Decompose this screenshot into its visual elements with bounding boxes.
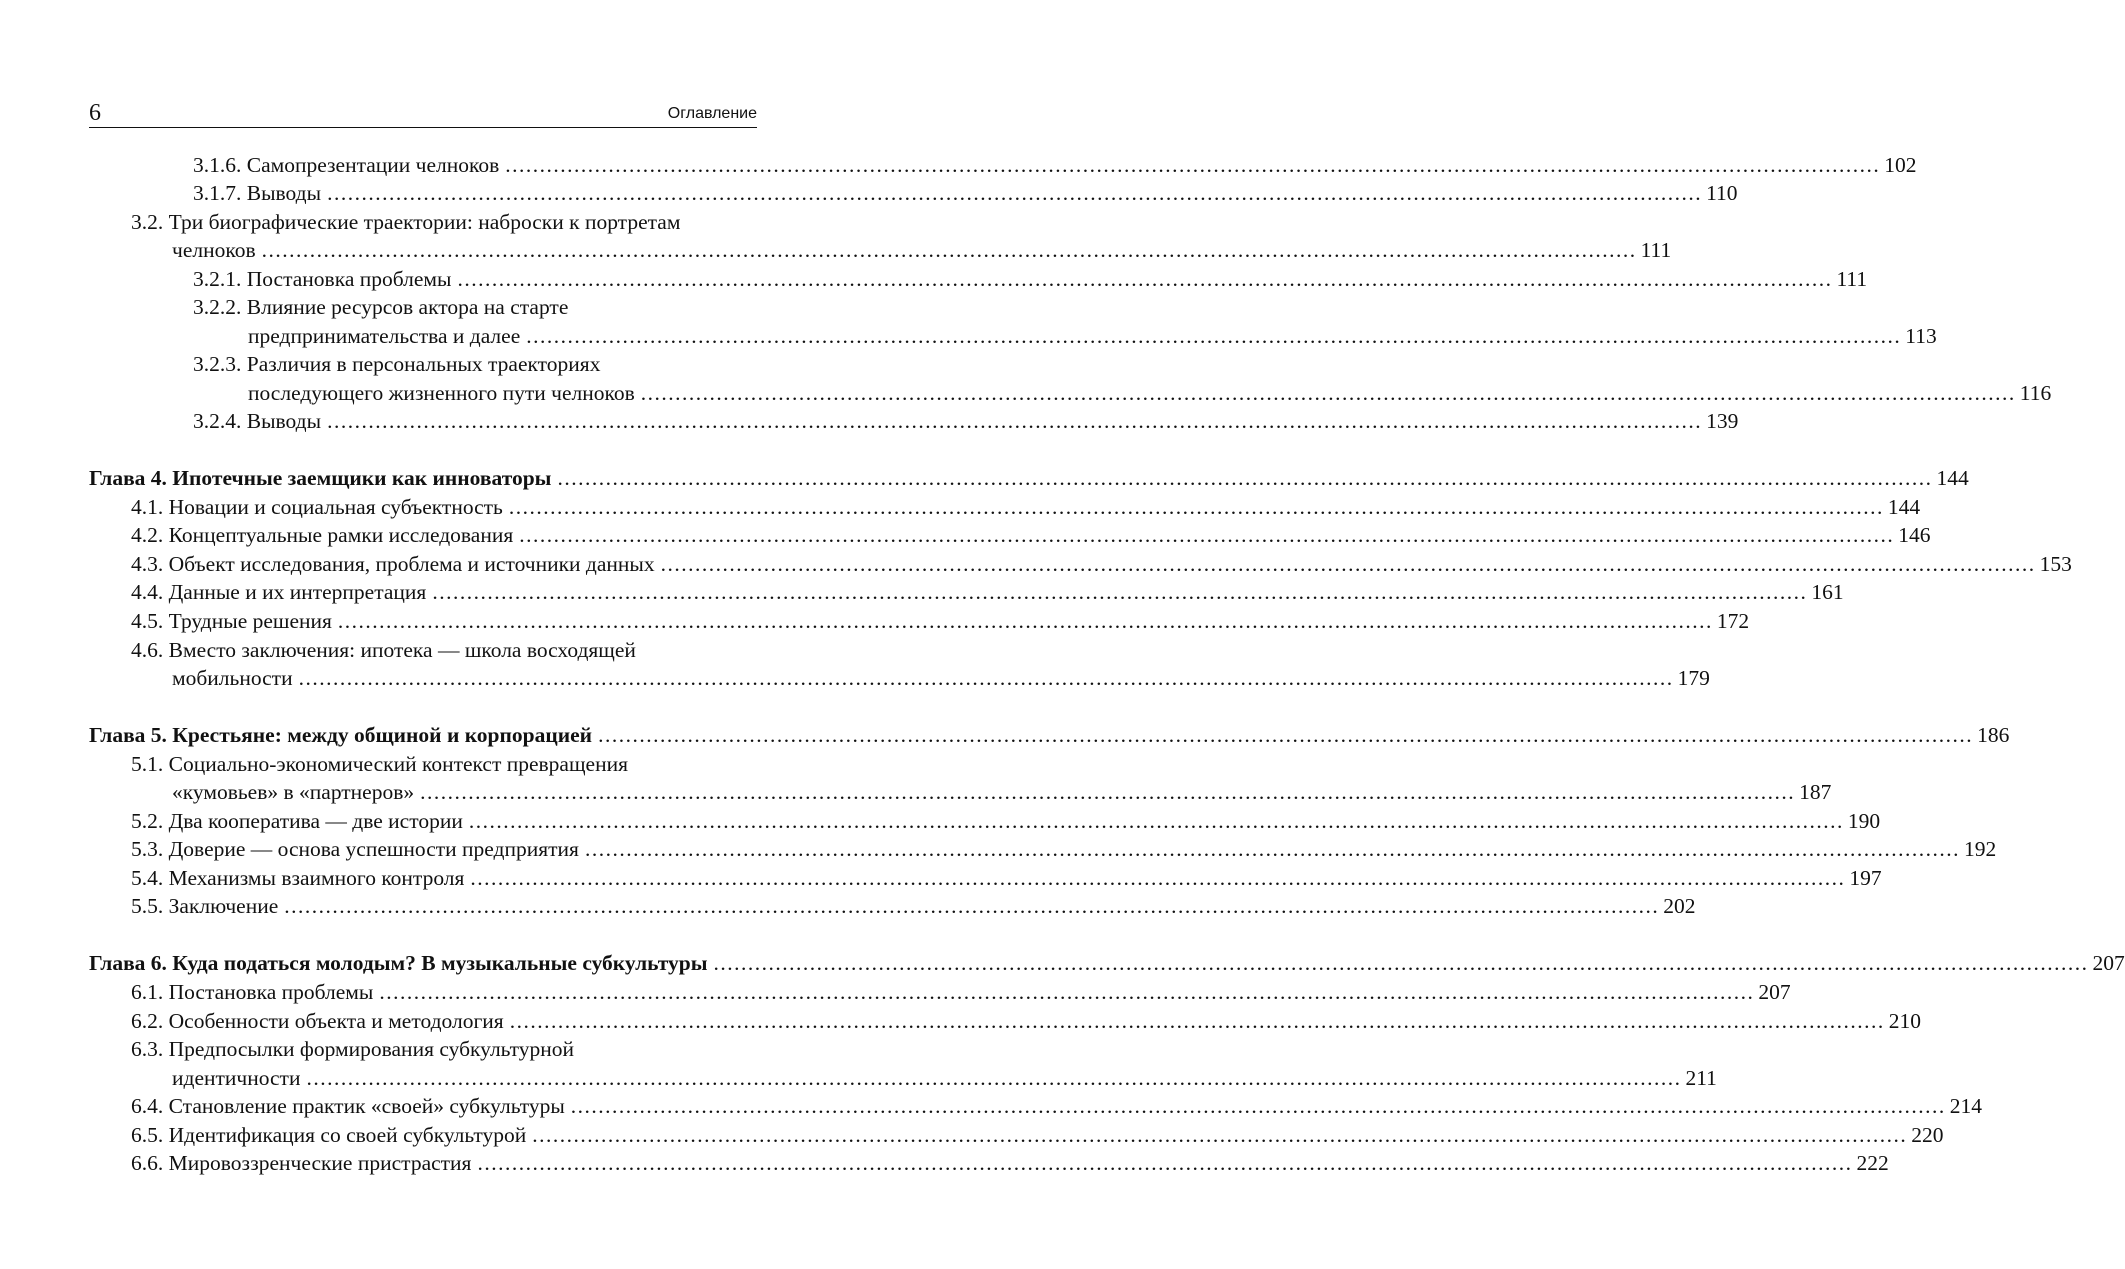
toc-entry-label: 6.3. Предпосылки формирования субкультурной (131, 1037, 575, 1061)
toc-entry-page: 172 (1716, 609, 1750, 633)
toc-entry-page: 110 (1706, 181, 1738, 205)
toc-entry-label: 6.6. Мировоззренческие пристрастия (131, 1151, 472, 1175)
toc-entry[interactable] (193, 407, 1739, 435)
toc-chapter-label: Глава 6. Куда податься молодым? В музыкальные субкультуры (89, 951, 708, 975)
dot-leader: ........................................................................................................................................................................................................ (420, 780, 1796, 804)
toc-entry-label: 3.1.6. Самопрезентации челноков (193, 153, 500, 177)
dot-leader: ........................................................................................................................................................................................................ (327, 409, 1703, 433)
toc-entry-label: мобильности (172, 666, 293, 690)
toc-entry-label: 6.2. Особенности объекта и методология (131, 1009, 504, 1033)
toc-entry-label: 3.1.7. Выводы (193, 181, 322, 205)
dot-leader: ........................................................................................................................................................................................................ (468, 809, 1844, 833)
dot-leader: ........................................................................................................................................................................................................ (306, 1066, 1682, 1090)
toc-entry-label: 4.4. Данные и их интерпретация (131, 580, 427, 604)
toc-entry-page: 192 (1963, 837, 1997, 861)
dot-leader: ........................................................................................................................................................................................................ (570, 1094, 1946, 1118)
dot-leader: ........................................................................................................................................................................................................ (509, 1009, 1885, 1033)
toc-entry-page: 220 (1911, 1123, 1944, 1147)
toc-entry-continuation[interactable] (248, 322, 1937, 350)
dot-leader: ........................................................................................................................................................................................................ (337, 609, 1713, 633)
toc-entry-label: 6.5. Идентификация со своей субкультурой (131, 1123, 527, 1147)
toc-entry-label: 4.6. Вместо заключения: ипотека — школа восходящей (131, 638, 636, 662)
toc-entry-continuation[interactable] (172, 664, 1710, 692)
toc-entry-label: 3.2. Три биографические траектории: наброски к портретам (131, 210, 681, 234)
toc-entry[interactable] (131, 807, 1881, 835)
toc-entry-page: 102 (1884, 153, 1917, 177)
dot-leader: ........................................................................................................................................................................................................ (660, 552, 2036, 576)
toc-entry-label: 4.2. Концептуальные рамки исследования (131, 523, 514, 547)
toc-chapter-5[interactable] (89, 721, 2010, 749)
dot-leader: ........................................................................................................................................................................................................ (532, 1123, 1908, 1147)
toc-entry-label: 4.5. Трудные решения (131, 609, 332, 633)
dot-leader: ........................................................................................................................................................................................................ (284, 894, 1660, 918)
toc-entry[interactable] (193, 151, 1917, 179)
toc-entry[interactable] (193, 350, 600, 378)
toc-entry-page: 211 (1685, 1066, 1717, 1090)
dot-leader: ........................................................................................................................................................................................................ (477, 1151, 1853, 1175)
header-rule (89, 127, 757, 128)
toc-entry-label: челноков (172, 238, 256, 262)
dot-leader: ........................................................................................................................................................................................................ (598, 723, 1974, 747)
dot-leader: ........................................................................................................................................................................................................ (432, 580, 1808, 604)
toc-entry-page: 222 (1856, 1151, 1889, 1175)
toc-entry-page: 210 (1888, 1009, 1921, 1033)
toc-entry-label: 4.3. Объект исследования, проблема и источники данных (131, 552, 655, 576)
toc-entry[interactable] (131, 578, 1844, 606)
toc-entry-page: 179 (1677, 666, 1710, 690)
toc-entry-page: 146 (1898, 523, 1931, 547)
toc-entry[interactable] (131, 864, 1882, 892)
dot-leader: ........................................................................................................................................................................................................ (526, 324, 1902, 348)
toc-entry-label: идентичности (172, 1066, 301, 1090)
toc-entry-page: 187 (1799, 780, 1832, 804)
toc-entry[interactable] (131, 208, 680, 236)
toc-entry[interactable] (131, 835, 1997, 863)
toc-entry-label: 4.1. Новации и социальная субъектность (131, 495, 503, 519)
toc-chapter-6[interactable] (89, 949, 2125, 977)
toc-entry[interactable] (131, 1007, 1921, 1035)
toc-entry-label: «кумовьев» в «партнеров» (172, 780, 415, 804)
dot-leader: ........................................................................................................................................................................................................ (298, 666, 1674, 690)
toc-entry[interactable] (193, 179, 1738, 207)
toc-entry-label: 3.2.4. Выводы (193, 409, 322, 433)
toc-entry-continuation[interactable] (172, 1064, 1717, 1092)
toc-entry-label: предпринимательства и далее (248, 324, 521, 348)
toc-entry[interactable] (131, 750, 628, 778)
toc-entry-page: 111 (1640, 238, 1672, 262)
dot-leader: ........................................................................................................................................................................................................ (584, 837, 1960, 861)
toc-entry[interactable] (193, 293, 568, 321)
toc-entry-continuation[interactable] (248, 379, 2052, 407)
toc-entry-page: 214 (1949, 1094, 1983, 1118)
toc-entry-label: 5.2. Два кооператива — две истории (131, 809, 463, 833)
running-title: Оглавление (667, 105, 757, 122)
toc-entry[interactable] (131, 1092, 1983, 1120)
dot-leader: ........................................................................................................................................................................................................ (261, 238, 1637, 262)
toc-chapter-label: Глава 4. Ипотечные заемщики как инноваторы (89, 466, 552, 490)
toc-entry-page: 153 (2039, 552, 2072, 576)
toc-chapter-label: Глава 5. Крестьяне: между общиной и корпорацией (89, 723, 593, 747)
toc-entry[interactable] (131, 1149, 1889, 1177)
toc-entry-label: 6.4. Становление практик «своей» субкультуры (131, 1094, 565, 1118)
toc-entry-page: 202 (1663, 894, 1696, 918)
toc-entry-page: 139 (1706, 409, 1739, 433)
toc-entry-page: 111 (1836, 267, 1868, 291)
dot-leader: ........................................................................................................................................................................................................ (505, 153, 1881, 177)
dot-leader: ........................................................................................................................................................................................................ (519, 523, 1895, 547)
toc-entry-label: последующего жизненного пути челноков (248, 381, 635, 405)
toc-entry-label: 3.2.1. Постановка проблемы (193, 267, 452, 291)
toc-entry[interactable] (193, 265, 1868, 293)
toc-entry[interactable] (131, 521, 1931, 549)
toc-entry-label: 5.1. Социально-экономический контекст превращения (131, 752, 628, 776)
toc-chapter-4[interactable] (89, 464, 1969, 492)
toc-entry-label: 6.1. Постановка проблемы (131, 980, 374, 1004)
toc-entry-label: 5.5. Заключение (131, 894, 279, 918)
dot-leader: ........................................................................................................................................................................................................ (379, 980, 1755, 1004)
toc-entry-page: 190 (1847, 809, 1881, 833)
toc-entry-continuation[interactable] (172, 236, 1672, 264)
toc-entry-page: 113 (1905, 324, 1937, 348)
toc-entry-page: 207 (1758, 980, 1791, 1004)
toc-entry-page: 186 (1977, 723, 2010, 747)
toc-entry-page: 116 (2019, 381, 2052, 405)
dot-leader: ........................................................................................................................................................................................................ (327, 181, 1703, 205)
page-number: 6 (89, 100, 101, 126)
toc-entry[interactable] (131, 493, 1921, 521)
toc-entry[interactable] (131, 978, 1791, 1006)
dot-leader: ........................................................................................................................................................................................................ (457, 267, 1833, 291)
dot-leader: ........................................................................................................................................................................................................ (508, 495, 1884, 519)
dot-leader: ........................................................................................................................................................................................................ (557, 466, 1933, 490)
toc-entry-page: 144 (1887, 495, 1921, 519)
dot-leader: ........................................................................................................................................................................................................ (640, 381, 2016, 405)
dot-leader: ........................................................................................................................................................................................................ (713, 951, 2089, 975)
dot-leader: ........................................................................................................................................................................................................ (470, 866, 1846, 890)
toc-entry[interactable] (131, 550, 2072, 578)
toc-entry-page: 161 (1811, 580, 1844, 604)
toc-entry-page: 144 (1936, 466, 1969, 490)
toc-entry[interactable] (131, 636, 636, 664)
toc-entry-label: 3.2.2. Влияние ресурсов актора на старте (193, 295, 569, 319)
toc-entry[interactable] (131, 892, 1696, 920)
toc-entry[interactable] (131, 607, 1750, 635)
toc-entry-label: 5.3. Доверие — основа успешности предприятия (131, 837, 579, 861)
toc-entry-page: 197 (1849, 866, 1882, 890)
toc-entry-page: 207 (2092, 951, 2125, 975)
toc-entry[interactable] (131, 1121, 1944, 1149)
toc-entry-continuation[interactable] (172, 778, 1832, 806)
toc-entry-label: 5.4. Механизмы взаимного контроля (131, 866, 465, 890)
toc-entry-label: 3.2.3. Различия в персональных траекториях (193, 352, 601, 376)
toc-entry[interactable] (131, 1035, 574, 1063)
